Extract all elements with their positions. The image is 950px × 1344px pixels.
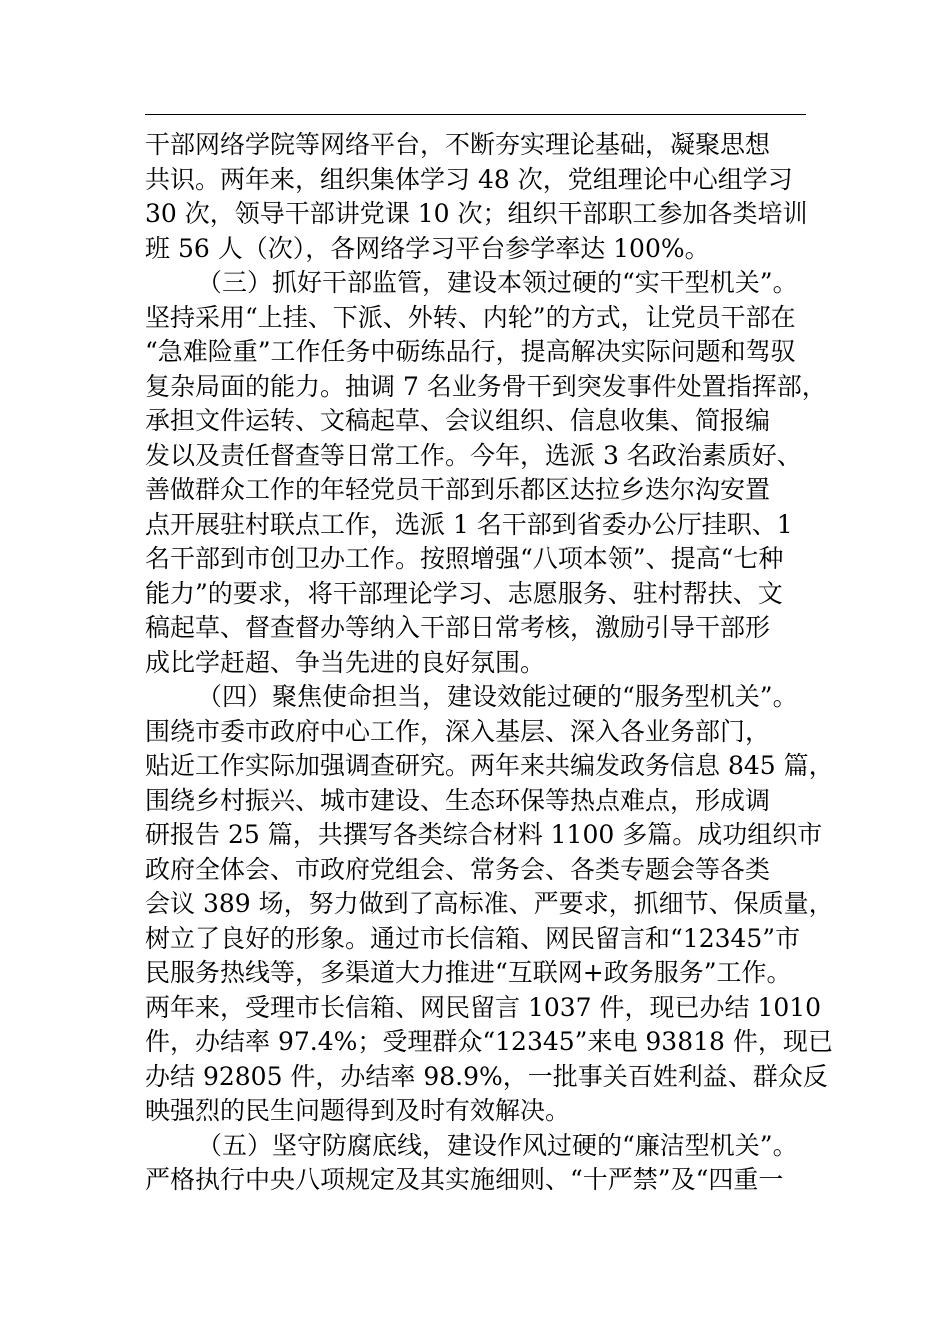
body-text-line: 点开展驻村联点工作，选派 1 名干部到省委办公厅挂职、1 — [145, 509, 793, 539]
body-text-line: 研报告 25 篇，共撰写各类综合材料 1100 多篇。成功组织市 — [145, 820, 823, 849]
body-text-line: 办结 92805 件，办结率 98.9%，一批事关百姓利益、群众反 — [145, 1061, 828, 1091]
header-rule — [145, 114, 806, 115]
body-text-line: 复杂局面的能力。抽调 7 名业务骨干到突发事件处置指挥部， — [145, 371, 827, 401]
body-text-line: 民服务热线等，多渠道大力推进“互联网+政务服务”工作。 — [145, 958, 792, 987]
body-text-line: 成比学赶超、争当先进的良好氛围。 — [145, 647, 546, 677]
body-text-line: 稿起草、督查督办等纳入干部日常考核，激励引导干部形 — [145, 613, 771, 642]
section-heading-line: （三）抓好干部监管，建设本领过硬的“实干型机关”。 — [197, 268, 798, 297]
body-text-line: 严格执行中央八项规定及其实施细则、“十严禁”及“四重一 — [145, 1165, 784, 1194]
body-text-line: 围绕市委市政府中心工作，深入基层、深入各业务部门， — [145, 716, 771, 746]
body-text-line: 会议 389 场，努力做到了高标准、严要求，抓细节、保质量， — [145, 889, 834, 918]
body-text-line: 树立了良好的形象。通过市长信箱、网民留言和“12345”市 — [145, 923, 801, 953]
body-text-line: 政府全体会、市政府党组会、常务会、各类专题会等各类 — [145, 854, 771, 884]
body-text-line: 能力”的要求，将干部理论学习、志愿服务、驻村帮扶、文 — [145, 578, 783, 608]
section-heading-line: （四）聚焦使命担当，建设效能过硬的“服务型机关”。 — [197, 682, 798, 711]
body-text-line: 贴近工作实际加强调查研究。两年来共编发政务信息 845 篇， — [145, 751, 834, 780]
body-text-line: 承担文件运转、文稿起草、会议组织、信息收集、简报编 — [145, 406, 771, 435]
body-text-line: 发以及责任督查等日常工作。今年，选派 3 名政治素质好、 — [145, 440, 802, 470]
body-text-line: 映强烈的民生问题得到及时有效解决。 — [145, 1096, 571, 1125]
body-text-line: 30 次，领导干部讲党课 10 次；组织干部职工参加各类培训 — [145, 199, 808, 228]
body-text-line: “急难险重”工作任务中砺练品行，提高解决实际问题和驾驭 — [145, 337, 796, 366]
body-text-line: 干部网络学院等网络平台，不断夯实理论基础，凝聚思想 — [145, 130, 771, 159]
body-text-line: 善做群众工作的年轻党员干部到乐都区达拉乡迭尔沟安置 — [145, 475, 771, 504]
body-text-line: 名干部到市创卫办工作。按照增强“八项本领”、提高“七种 — [145, 544, 784, 573]
body-text-line: 围绕乡村振兴、城市建设、生态环保等热点难点，形成调 — [145, 785, 771, 815]
body-text-line: 坚持采用“上挂、下派、外转、内轮”的方式，让党员干部在 — [145, 302, 796, 332]
document-body — [145, 128, 845, 1198]
body-text-line: 共识。两年来，组织集体学习 48 次，党组理论中心组学习 — [145, 164, 793, 194]
section-heading-line: （五）坚守防腐底线，建设作风过硬的“廉洁型机关”。 — [197, 1130, 798, 1160]
body-text-line: 班 56 人（次），各网络学习平台参学率达 100%。 — [145, 233, 710, 263]
body-text-line: 两年来，受理市长信箱、网民留言 1037 件，现已办结 1010 — [145, 992, 822, 1022]
body-text-line: 件，办结率 97.4%；受理群众“12345”来电 93818 件，现已 — [145, 1027, 833, 1056]
